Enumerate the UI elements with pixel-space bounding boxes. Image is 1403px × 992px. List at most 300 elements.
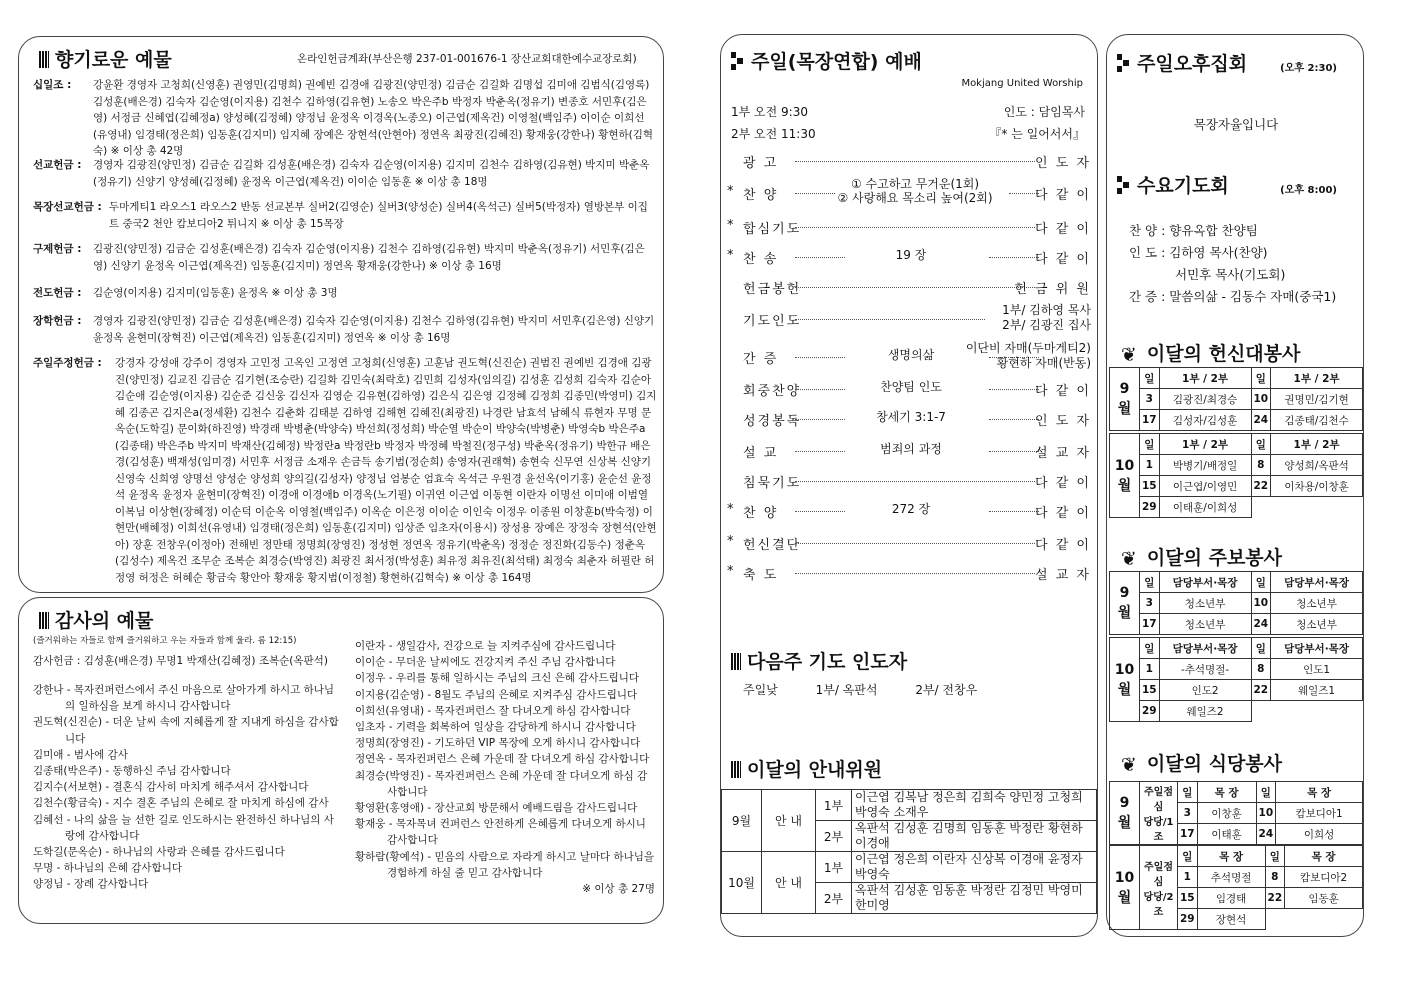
usher-names: 옥판석 김성훈 임동훈 박정란 김정민 박영미 한미영 — [852, 883, 1097, 914]
dot-leader — [795, 573, 1035, 574]
thanks-right-column — [355, 638, 655, 897]
day-cell: 22 — [1251, 680, 1271, 701]
month-part: 9 — [1119, 795, 1130, 811]
day-cell: 10 — [1256, 803, 1276, 824]
month-part: 월 — [1117, 681, 1132, 698]
stand-marker: * — [727, 218, 734, 233]
offering-names: 강윤환 경영자 고청희(신영훈) 권영민(김명희) 권예빈 김경애 김광진(양민정) 김금순 김길화 김명섭 김미애 김범식(김영록) 김성훈(배은경) 김숙자 김순영(이지용) 김천수 김하영(김유현) 노송오 박은주b 박정자 박춘옥(정유기) 변종호 서민후(김은영) 서정금 신혜엽(김혜정a) 양성혜(김정혜) 양정님 윤정옥 이경옥(노종오) 이근엽(제옥건) 이영철(백임주) 이이순 이희선(유영내) 임경태(정은희) 임동훈(김지미) 임지혜 장예은 장현석(안현아) 정연옥 최광진(김혜진) 황재웅(강한나) 황현하(김혁숙) ※ 이상 총 42명 — [93, 79, 654, 157]
thanks-verse: (즐거워하는 자들로 함께 즐거워하고 우는 자들과 함께 울라. 롬 12:15) — [33, 636, 297, 646]
table-header-row — [1110, 782, 1363, 803]
month-part: 월 — [1117, 477, 1132, 494]
offering-label: 구제헌금 : — [33, 243, 82, 255]
order-item-leader — [1035, 442, 1091, 461]
order-row — [727, 531, 1093, 555]
day-cell: 1 — [1140, 659, 1160, 680]
order-item-content — [821, 442, 1001, 456]
usher-part: 1부 — [816, 790, 852, 821]
dot-leader — [795, 227, 1035, 228]
day-cell: 8 — [1251, 455, 1271, 476]
service-theme: 『* 는 일어서서』 — [989, 127, 1085, 141]
offering-row — [33, 157, 657, 190]
header-cell: 일 — [1265, 846, 1285, 867]
stand-marker: * — [727, 564, 734, 579]
table-header-row — [1110, 572, 1363, 593]
day-cell: 1 — [1178, 867, 1198, 888]
worship-title: 주일(목장연합) 예배 — [731, 47, 922, 74]
offering-row — [33, 241, 657, 274]
order-row — [727, 177, 1093, 205]
thanks-item: 강한나 - 목자컨퍼런스에서 주신 마음으로 살아가게 하시고 하나님의 일하심을 보게 하시니 감사합니다 — [33, 684, 335, 713]
month-cell — [1110, 638, 1140, 722]
wednesday-title: 수요기도회 — [1117, 171, 1229, 198]
header-cell: 목 장 — [1285, 846, 1363, 867]
order-leader-line: 다 같 이 — [1035, 538, 1091, 553]
month-cell — [1110, 434, 1140, 518]
month-cell — [1110, 368, 1140, 431]
service-leader: 인도 : 담임목사 — [1003, 105, 1085, 119]
offering-names: 김순영(이지용) 김지미(임동훈) 윤정옥 ※ 이상 총 3명 — [93, 287, 338, 299]
bullet-block-icon — [39, 51, 49, 68]
assignee-cell: 캄보디아2 — [1285, 867, 1363, 888]
cafeteria-table — [1109, 845, 1363, 930]
assignee-cell: 웨일즈2 — [1159, 701, 1251, 722]
month-part: 9 — [1119, 381, 1130, 397]
day-cell — [1251, 701, 1271, 722]
rotation-part: 주일점심 — [1144, 787, 1173, 813]
thanks-item: 황재웅 - 목자목녀 컨퍼런스 안전하게 은혜롭게 다녀오게 하시니 감사합니다 — [355, 818, 646, 847]
month-part: 월 — [1117, 889, 1132, 906]
day-cell — [1251, 497, 1271, 518]
offering-names: 경영자 김광진(양민정) 김금순 김성훈(배은경) 김숙자 김순영(이지용) 김천수 김하영(김유현) 박지미 서민후(김은영) 신양기 윤정옥 윤현미(장혁진) 이근엽(제옥건) 임동훈(김지미) 정연옥 ※ 이상 총 16명 — [93, 315, 655, 344]
order-leader-line: 이단비 자매(두마게티2) — [965, 341, 1091, 355]
order-content-line: 272 장 — [891, 502, 931, 516]
stand-marker: * — [727, 502, 734, 517]
bulletin-table — [1109, 571, 1363, 635]
order-item-name: 헌신결단 — [743, 538, 802, 553]
header-cell: 일 — [1178, 782, 1198, 803]
service-time-2: 2부 오전 11:30 — [731, 127, 816, 141]
table-row — [1110, 680, 1363, 701]
order-leader-line: 다 같 이 — [1035, 222, 1091, 237]
header-cell: 목 장 — [1197, 782, 1256, 803]
order-row — [727, 341, 1093, 370]
usher-names: 이근엽 정은희 이란자 신상복 이경애 윤정자 박영숙 — [852, 852, 1097, 883]
order-item-leader — [1035, 248, 1091, 267]
month-cell — [1110, 782, 1140, 845]
day-cell: 29 — [1140, 701, 1160, 722]
day-cell: 17 — [1178, 824, 1198, 845]
header-cell: 일 — [1251, 638, 1271, 659]
thanks-item: 임초자 - 기력을 회복하여 일상을 감당하게 하시니 감사합니다 — [355, 721, 636, 734]
order-leader-line: 다 같 이 — [1035, 384, 1091, 399]
order-item-content — [821, 410, 1001, 424]
table-row — [1110, 614, 1363, 635]
order-content-line: 19 장 — [895, 248, 927, 262]
day-cell: 29 — [1178, 909, 1198, 930]
order-item-leader — [1035, 152, 1091, 171]
offering-label: 전도헌금 : — [33, 287, 82, 299]
worship-subtitle: Mokjang United Worship — [961, 78, 1083, 89]
order-leader-line: 2부/ 김광진 집사 — [1002, 318, 1091, 332]
assignee-cell: 임경태 — [1197, 888, 1265, 909]
day-cell — [1265, 909, 1285, 930]
order-item-content — [821, 380, 1001, 394]
day-cell: 8 — [1265, 867, 1285, 888]
header-cell: 일 — [1251, 572, 1271, 593]
header-cell: 담당부서·목장 — [1159, 638, 1251, 659]
order-item-leader — [1035, 564, 1091, 583]
worship-section — [720, 34, 1098, 937]
order-item-name: 침묵기도 — [743, 476, 802, 491]
order-row — [727, 561, 1093, 585]
offering-names: 김광진(양민정) 김금순 김성훈(배은경) 김숙자 김순영(이지용) 김천수 김하영(김유현) 박지미 박춘옥(정유기) 서민후(김은영) 신양기 윤정옥 이근엽(제옥건) 임동훈(김지미) 정연옥 황재웅(강한나) ※ 이상 총 16명 — [93, 243, 645, 272]
dot-leader — [795, 287, 1035, 288]
usher-names: 옥판석 김성훈 김명희 임동훈 박정란 황현하 이경애 — [852, 821, 1097, 852]
month-cell — [1110, 846, 1140, 930]
cafeteria-table — [1109, 781, 1363, 845]
order-leader-line: 인 도 자 — [1035, 414, 1091, 429]
assignee-cell: 웨일즈1 — [1271, 680, 1363, 701]
header-cell: 목 장 — [1276, 782, 1363, 803]
order-item-leader — [1035, 380, 1091, 399]
order-item-leader — [1035, 502, 1091, 521]
day-cell: 24 — [1251, 410, 1271, 431]
order-item-content — [821, 502, 1001, 516]
usher-part: 1부 — [816, 852, 852, 883]
afternoon-title: 주일오후집회 — [1117, 49, 1247, 76]
dedication-table — [1109, 367, 1363, 431]
offering-names: 경영자 김광진(양민정) 김금순 김길화 김성훈(배은경) 김숙자 김순영(이지용) 김지미 김천수 김하영(김유현) 박지미 박춘옥(정유기) 신양기 양성혜(김정혜) 윤정옥 이근엽(제옥건) 이이순 임동훈 ※ 이상 총 18명 — [93, 159, 650, 188]
header-cell: 1부 / 2부 — [1159, 434, 1251, 455]
offering-row — [33, 285, 657, 302]
thanks-left-column — [33, 682, 343, 893]
table-row — [1110, 659, 1363, 680]
header-cell: 일 — [1140, 368, 1160, 389]
day-cell: 17 — [1140, 614, 1160, 635]
usher-role: 안 내 — [762, 852, 816, 914]
bullet-block-icon — [731, 653, 741, 670]
wednesday-leader-2: 서민후 목사(기도회) — [1175, 267, 1286, 282]
dot-leader — [795, 543, 1035, 544]
order-item-name: 설 교 — [743, 446, 779, 461]
thanks-title: 감사의 예물 — [39, 606, 153, 633]
header-cell: 일 — [1251, 434, 1271, 455]
bulletin-table — [1109, 637, 1363, 722]
thanks-item: 이지용(김순영) - 8월도 주님의 은혜로 지켜주심 감사드립니다 — [355, 688, 638, 701]
thanks-offering-head: 감사헌금 : 김성훈(배은경) 무명1 박재산(김혜정) 조복순(옥판석) — [33, 655, 328, 667]
thanks-item: 최경승(박영진) - 목자컨퍼런스 은혜 가운데 잘 다녀오게 하심 감사합니다 — [355, 769, 648, 798]
table-row — [1110, 410, 1363, 431]
assignee-cell: 임동훈 — [1285, 888, 1363, 909]
day-cell: 3 — [1140, 593, 1160, 614]
header-cell: 담당부서·목장 — [1271, 638, 1363, 659]
assignee-cell: 청소년부 — [1159, 614, 1251, 635]
order-leader-line: 황현하 자매(반동) — [996, 356, 1091, 370]
afternoon-time: (오후 2:30) — [1280, 63, 1337, 74]
thanks-item: 도학길(문옥순) - 하나님의 사랑과 은혜를 감사드립니다 — [33, 846, 285, 859]
assignee-cell: 김성자/김성훈 — [1159, 410, 1251, 431]
order-item-leader — [1035, 184, 1091, 203]
order-item-name: 성경봉독 — [743, 414, 802, 429]
assignee-cell: 이차용/이창훈 — [1271, 476, 1363, 497]
header-cell: 일 — [1178, 846, 1198, 867]
order-leader-line: 다 같 이 — [1035, 476, 1091, 491]
order-item-name: 헌금봉헌 — [743, 282, 802, 297]
assignee-cell: 이태훈/이희성 — [1159, 497, 1251, 518]
thanks-item: 김혜선 - 나의 삶을 늘 선한 길로 인도하시는 완전하신 하나님의 사랑에 감사합니다 — [33, 813, 334, 842]
offering-row — [33, 313, 657, 346]
order-content-line: 찬양팀 인도 — [880, 380, 942, 394]
order-item-leader — [1002, 303, 1091, 333]
usher-table — [721, 789, 1097, 914]
usher-part: 2부 — [816, 821, 852, 852]
prayer-leader-row — [743, 681, 1011, 698]
month-part: 9 — [1119, 585, 1130, 601]
month-part: 10 — [1114, 869, 1135, 886]
table-header-row — [1110, 846, 1363, 867]
checker-icon — [1117, 176, 1129, 194]
order-row — [727, 407, 1093, 431]
offering-row — [33, 199, 657, 232]
usher-row — [722, 852, 1097, 883]
assignee-cell: 청소년부 — [1159, 593, 1251, 614]
thanks-item: 김천수(황금숙) - 지수 결혼 주님의 은혜로 잘 마치게 하심에 감사 — [33, 797, 329, 810]
offering-label: 장학헌금 : — [33, 315, 82, 327]
assignee-cell: 박병기/배정일 — [1159, 455, 1251, 476]
order-content-line: ② 사랑해요 목소리 높여(2회) — [837, 191, 993, 205]
thanks-item: 이이순 - 무더운 날씨에도 건강지켜 주신 주님 감사합니다 — [355, 656, 616, 669]
day-cell: 3 — [1178, 803, 1198, 824]
offering-label: 목장선교헌금 : — [33, 201, 102, 213]
order-item-name: 간 증 — [743, 352, 779, 367]
order-item-leader — [1035, 218, 1091, 237]
order-item-name: 찬 양 — [743, 188, 779, 203]
assignee-cell: 권명민/김기현 — [1271, 389, 1363, 410]
table-row — [1110, 593, 1363, 614]
table-row — [1110, 497, 1363, 518]
usher-title: 이달의 안내위원 — [731, 755, 882, 782]
header-cell: 1부 / 2부 — [1271, 368, 1363, 389]
bullet-block-icon — [731, 761, 741, 778]
usher-names: 이근엽 김복남 정은희 김희숙 양민정 고청희 박영숙 소재우 — [852, 790, 1097, 821]
table-header-row — [1110, 638, 1363, 659]
header-cell: 담당부서·목장 — [1159, 572, 1251, 593]
rotation-part: 당당/2조 — [1143, 891, 1174, 918]
prayer-part-1: 1부/ 옥판석 — [815, 683, 878, 697]
month-part: 월 — [1117, 605, 1132, 621]
bullet-block-icon — [39, 612, 49, 629]
assignee-cell: 캄보디아1 — [1276, 803, 1363, 824]
order-item-leader — [1035, 534, 1091, 553]
thanks-item: 황영환(홍영애) - 장산교회 방문해서 예배드림을 감사드립니다 — [355, 802, 638, 815]
order-item-name: 회중찬양 — [743, 384, 802, 399]
month-part: 월 — [1117, 815, 1132, 831]
stand-marker: * — [727, 248, 734, 263]
cafeteria-title: ❦ 이달의 식당봉사 — [1121, 753, 1283, 776]
dedication-table — [1109, 433, 1363, 518]
order-content-line: 생명의삶 — [887, 348, 935, 362]
header-cell: 일 — [1140, 638, 1160, 659]
day-cell: 15 — [1178, 888, 1198, 909]
order-content-line: 창세기 3:1-7 — [876, 410, 946, 424]
stand-marker: * — [727, 534, 734, 549]
header-cell: 일 — [1256, 782, 1276, 803]
order-item-leader — [1014, 278, 1091, 297]
month-part: 10 — [1114, 457, 1135, 474]
header-cell: 목 장 — [1197, 846, 1265, 867]
order-row — [727, 377, 1093, 401]
usher-month: 9월 — [722, 790, 762, 852]
usher-month: 10월 — [722, 852, 762, 914]
offering-row — [33, 355, 657, 586]
order-item-leader — [1035, 410, 1091, 429]
assignee-cell: -추석명절- — [1159, 659, 1251, 680]
order-item-name: 찬 송 — [743, 252, 779, 267]
rotation-cell — [1140, 846, 1178, 930]
prayer-part-2: 2부/ 전창우 — [915, 683, 978, 697]
online-account: 온라인헌금계좌(부산은행 237-01-001676-1 장산교회대한예수교장로회) — [297, 53, 637, 65]
checker-icon — [731, 52, 743, 70]
order-leader-line: 설 교 자 — [1035, 568, 1091, 583]
service-time-1: 1부 오전 9:30 — [731, 105, 808, 119]
header-cell: 일 — [1140, 572, 1160, 593]
thanks-item: 정명희(장영진) - 기도하던 VIP 목장에 오게 하시니 감사합니다 — [355, 737, 641, 750]
assignee-cell: 이창훈 — [1197, 803, 1256, 824]
usher-part: 2부 — [816, 883, 852, 914]
order-item-content — [821, 248, 1001, 262]
flower-icon: ❦ — [1121, 344, 1137, 366]
day-cell: 15 — [1140, 680, 1160, 701]
header-cell: 일 — [1140, 434, 1160, 455]
rotation-part: 당당/1조 — [1143, 817, 1174, 843]
day-cell: 22 — [1251, 476, 1271, 497]
thanks-item: 이희선(유영내) - 목자컨퍼런스 잘 다녀오게 하심 감사합니다 — [355, 704, 631, 717]
assignee-cell — [1271, 701, 1363, 722]
day-cell: 17 — [1140, 410, 1160, 431]
day-cell: 1 — [1140, 455, 1160, 476]
thanks-item: 양정님 - 장례 감사합니다 — [33, 878, 149, 891]
month-part: 10 — [1114, 661, 1135, 678]
assignee-cell: 이태훈 — [1197, 824, 1256, 845]
offering-label: 십일조 : — [33, 79, 72, 91]
flower-icon: ❦ — [1121, 548, 1137, 570]
month-part: 월 — [1117, 401, 1132, 417]
dot-leader — [795, 161, 1035, 162]
day-cell: 24 — [1251, 614, 1271, 635]
day-cell: 10 — [1251, 389, 1271, 410]
schedule-section — [1106, 34, 1364, 937]
thanks-item: 정연옥 - 목자컨퍼런스 은혜 가운데 잘 다녀오게 하심 감사합니다 — [355, 753, 650, 766]
table-header-row — [1110, 368, 1363, 389]
afternoon-text: 목장자율입니다 — [1193, 117, 1279, 132]
assignee-cell: 추석명절 — [1197, 867, 1265, 888]
order-leader-line: 다 같 이 — [1035, 506, 1091, 521]
order-leader-line: 인 도 자 — [1035, 156, 1091, 171]
order-content-line: 범죄의 과정 — [880, 442, 942, 456]
thanks-section — [18, 597, 664, 924]
wednesday-leader: 인 도 : 김하영 목사(찬양) — [1129, 245, 1268, 260]
thanks-item: 이정우 - 우리를 통해 일하시는 주님의 크신 은혜 감사드립니다 — [355, 672, 640, 685]
assignee-cell — [1271, 497, 1363, 518]
thanks-item: 무명 - 하나님의 은혜 감사합니다 — [33, 862, 182, 875]
order-item-name: 기도인도 — [743, 314, 802, 329]
assignee-cell: 청소년부 — [1271, 593, 1363, 614]
thanks-total: ※ 이상 총 27명 — [582, 883, 655, 896]
day-cell: 10 — [1251, 593, 1271, 614]
order-leader-line: 다 같 이 — [1035, 252, 1091, 267]
table-row — [1110, 455, 1363, 476]
stand-marker: * — [727, 184, 734, 199]
assignee-cell: 이근엽/이영민 — [1159, 476, 1251, 497]
rotation-part: 주일점심 — [1144, 861, 1173, 888]
order-item-name: 찬 양 — [743, 506, 779, 521]
order-leader-line: 1부/ 김하영 목사 — [1002, 303, 1091, 317]
order-item-leader — [1035, 472, 1091, 491]
wednesday-testimony: 간 증 : 말씀의삶 - 김동수 자매(중국1) — [1129, 289, 1337, 304]
rotation-cell — [1140, 782, 1178, 845]
offering-label: 주일주정헌금 : — [33, 357, 102, 369]
order-row — [727, 499, 1093, 523]
order-item-name: 광 고 — [743, 156, 779, 171]
offering-names: 두마게티1 라오스1 라오스2 반동 선교본부 실버2(김영순) 실버3(양성순) 실버4(옥석근) 실버5(박정자) 열방본부 이집트 중국2 천안 캄보디아2 튀니지 ※ 이상 총 15목장 — [109, 201, 648, 230]
prayer-leader-title: 다음주 기도 인도자 — [731, 647, 907, 674]
table-row — [1110, 701, 1363, 722]
thanks-item: 황하람(황예석) - 믿음의 사람으로 자라게 하시고 날마다 하나님을 경험하게 하실 줄 믿고 감사합니다 — [355, 850, 655, 879]
checker-icon — [1117, 54, 1129, 72]
dot-leader — [795, 319, 985, 320]
offerings-title: 향기로운 예물 — [39, 45, 172, 72]
assignee-cell: 양성희/옥판석 — [1271, 455, 1363, 476]
thanks-item: 김지수(서보현) - 결혼식 감사히 마치게 해주셔서 감사합니다 — [33, 781, 309, 794]
header-cell: 담당부서·목장 — [1271, 572, 1363, 593]
assignee-cell: 청소년부 — [1271, 614, 1363, 635]
usher-row — [722, 790, 1097, 821]
assignee-cell: 김종태/김천수 — [1271, 410, 1363, 431]
header-cell: 1부 / 2부 — [1159, 368, 1251, 389]
order-item-name: 합심기도 — [743, 222, 802, 237]
assignee-cell: 인도1 — [1271, 659, 1363, 680]
header-cell: 일 — [1251, 368, 1271, 389]
order-leader-line: 다 같 이 — [1035, 188, 1091, 203]
thanks-item: 김미애 - 범사에 감사 — [33, 748, 128, 761]
day-cell: 15 — [1140, 476, 1160, 497]
month-cell — [1110, 572, 1140, 635]
table-row — [1110, 476, 1363, 497]
table-row — [1110, 389, 1363, 410]
order-row — [727, 275, 1093, 299]
order-row — [727, 149, 1093, 173]
order-row — [727, 469, 1093, 493]
header-cell: 1부 / 2부 — [1271, 434, 1363, 455]
offering-names: 강경자 강성애 강주이 경영자 고민정 고옥인 고정연 고청희(신영훈) 고훈남 권도혁(신진순) 권범진 권예빈 김경애 김광진(양민정) 김교진 김금순 김기현(조승란) 김길화 김민숙(최락호) 김민희 김성자(임의길) 김성훈 김성희 김숙자 김순아 김순애 김순영(이지용) 김순준 김신웅 김신자 김영순 김유현(김하영) 김은식 김은영 김정혜 김정희 김종민(박영미) 김지혜 김종곤 김지은a(정세환) 김천수 김춘화 김태분 김하영 김해현 김혜진(최광진) 나경란 남효석 남혜식 류현자 무명 문옥순(도학길) 문이화(하진영) 박경래 박병춘(박양숙) 박선희(정성희) 박순열 박순이 박양숙(박병춘) 박영숙b 박은주a(김종태) 박은주b 박지미 박재산(김혜정) 박정란a 박정란b 박정자 박정혜 박철진(정구성) 박춘옥(정유기) 박한규 배은경(김성훈) 백재성(임미경) 서민후 서정금 소재우 손금득 송기범(정순희) 송영자(권래혁) 송현숙 신무연 신상복 신양기 신영숙 신희영 양명선 양성순 양성희 양의길(김성자) 양정님 엄봉순 엄효숙 옥석근 우원경 윤선옥(이기홍) 윤순선 윤정석 윤정옥 윤정자 윤현미(장혁진) 이경애 이경애b 이경옥(노기필) 이귀연 이근엽 이동현 이란자 이명선 이미애 이범열 이복님 이상현(장혜정) 이순덕 이순옥 이영철(백임주) 이옥순 이은정 이이순 이인숙 이정우 이종원 이창훈b(박숙정) 이현만(배혜정) 이희선(유영내) 임경태(정은희) 임동훈(김지미) 임상준 임초자(이용시) 장성용 장예은 장정숙 장현석(안현아) 장훈 전창우(이정아) 전해빈 정만태 정명희(장영진) 정성현 정연옥 정유기(박춘옥) 정정순 정진화(김동수) 정춘옥(김성수) 제옥건 조무순 조복순 최경승(박영진) 최광진 최서정(박성훈) 최유정 최유진(최석태) 최정숙 최춘자 허필란 허정영 허정은 허혜순 황금숙 황안아 황재웅 황지범(이정철) 황현하(김혁숙) ※ 이상 총 164명 — [115, 357, 657, 584]
assignee-cell: 이희성 — [1276, 824, 1363, 845]
offerings-section — [18, 36, 664, 593]
order-row — [727, 245, 1093, 269]
order-item-name: 축 도 — [743, 568, 779, 583]
order-item-leader — [966, 341, 1091, 371]
day-cell: 22 — [1265, 888, 1285, 909]
flower-icon: ❦ — [1121, 754, 1137, 776]
offering-row — [33, 77, 657, 160]
table-header-row — [1110, 434, 1363, 455]
order-content-line: ① 수고하고 무거운(1회) — [850, 177, 980, 191]
thanks-item: 권도혁(신진순) - 더운 날씨 속에 지혜롭게 잘 지내게 하심을 감사합니다 — [33, 716, 339, 745]
assignee-cell: 인도2 — [1159, 680, 1251, 701]
order-leader-line: 헌 금 위 원 — [1014, 282, 1091, 297]
thanks-item: 이란자 - 생일감사, 건강으로 늘 지켜주심에 감사드립니다 — [355, 640, 616, 652]
day-cell: 3 — [1140, 389, 1160, 410]
usher-role: 안 내 — [762, 790, 816, 852]
